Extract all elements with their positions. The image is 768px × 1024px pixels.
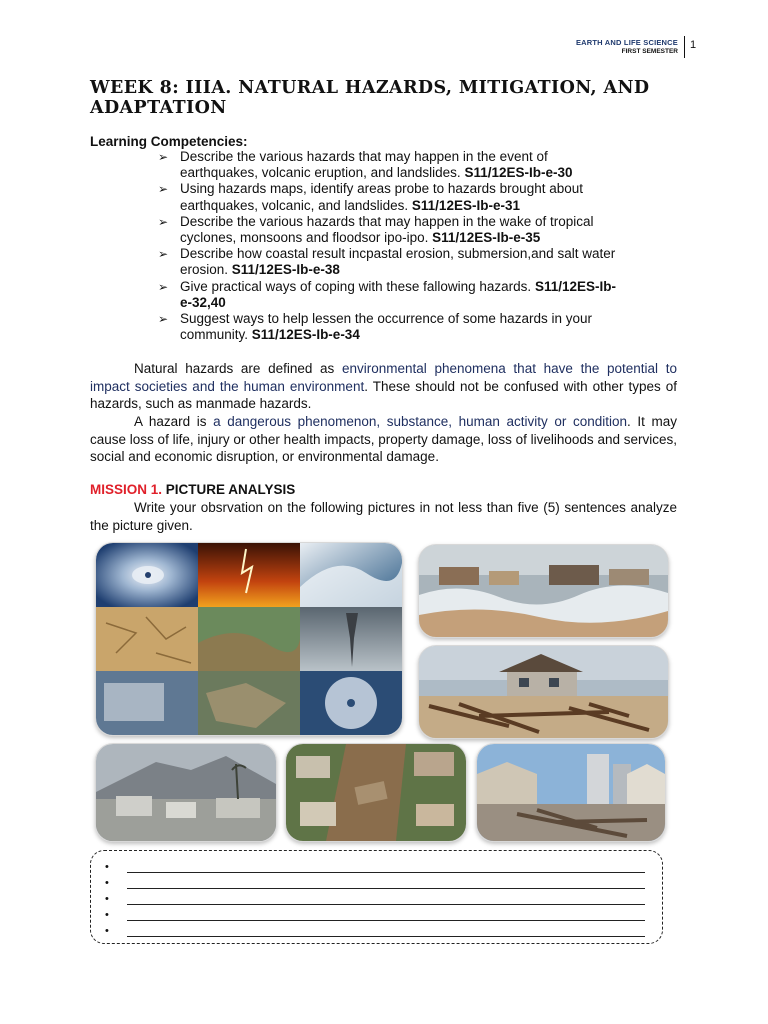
blank-rule bbox=[127, 936, 645, 937]
bullet-icon: • bbox=[105, 861, 109, 873]
mission-title: PICTURE ANALYSIS bbox=[162, 482, 296, 497]
bullet-icon: • bbox=[105, 877, 109, 889]
competency-item: ➢ Suggest ways to help lessen the occurrence of some hazards in your community. S11/12ES-Ib-e-34 bbox=[158, 311, 592, 343]
coastal-storm-surge-image bbox=[418, 544, 669, 638]
learning-competencies-heading: Learning Competencies: bbox=[90, 134, 248, 149]
arrow-bullet-icon: ➢ bbox=[158, 279, 169, 294]
definition-highlight: environmental phenomena that have the potential to impact societies and the human environment bbox=[90, 361, 677, 394]
volcano-graphic bbox=[96, 744, 276, 841]
competency-code: S11/12ES-Ib-e-31 bbox=[411, 197, 520, 213]
damaged-house-graphic bbox=[419, 646, 668, 738]
blank-rule bbox=[127, 872, 645, 873]
answer-line[interactable] bbox=[105, 925, 645, 941]
hazard-paragraph: A hazard is a dangerous phenomenon, substance, human activity or condition. It may cause loss of life, injury or other health impacts, property damage, loss of livelihoods and services, social and economic disruption, or environmental damage. bbox=[90, 414, 677, 464]
bullet-icon: • bbox=[105, 925, 109, 937]
title-line-1: WEEK 8: IIIA. NATURAL HAZARDS, MITIGATION, AND bbox=[90, 78, 650, 98]
arrow-bullet-icon: ➢ bbox=[158, 247, 169, 262]
earthquake-rubble-image bbox=[476, 743, 666, 842]
mission-heading bbox=[90, 482, 295, 497]
landslide-neighborhood-image bbox=[285, 743, 467, 842]
blank-rule bbox=[127, 920, 645, 921]
answer-line[interactable] bbox=[105, 861, 645, 877]
storm-surge-graphic bbox=[419, 545, 668, 637]
volcano-ash-town-image bbox=[95, 743, 277, 842]
mission-label: MISSION 1. bbox=[90, 482, 163, 497]
arrow-bullet-icon: ➢ bbox=[158, 182, 169, 197]
answer-line[interactable] bbox=[105, 909, 645, 925]
competency-code: S11/12ES-Ib-e-38 bbox=[231, 262, 340, 278]
course-title: EARTH AND LIFE SCIENCE bbox=[575, 38, 678, 47]
title-line-2: ADAPTATION bbox=[90, 98, 227, 118]
bullet-icon: • bbox=[105, 893, 109, 905]
arrow-bullet-icon: ➢ bbox=[158, 150, 169, 164]
competency-item: ➢ Describe the various hazards that may happen in the wake of tropical cyclones, monsoons and floodsor ipo-ipo. S11/12ES-Ib-e-35 bbox=[158, 213, 594, 246]
mission-instruction: Write your obsrvation on the following pictures in not less than five (5) sentences analyze the picture given. bbox=[90, 500, 677, 533]
landslide-graphic bbox=[286, 744, 466, 841]
bullet-icon: • bbox=[105, 909, 109, 921]
competency-code: S11/12ES-Ib-e-35 bbox=[432, 230, 541, 246]
answer-line[interactable] bbox=[105, 893, 645, 909]
competency-code: S11/12ES-Ib- bbox=[534, 278, 616, 294]
rubble-graphic bbox=[477, 744, 665, 841]
damaged-house-beach-image bbox=[418, 645, 669, 739]
collage-graphic bbox=[96, 543, 402, 735]
hazard-collage-image bbox=[95, 542, 403, 736]
definition-paragraph: Natural hazards are defined as environmental phenomena that have the potential to impact societies and the human environment. These should not be confused with other types of hazards, such as manmade hazards. bbox=[90, 361, 677, 411]
header-divider bbox=[684, 36, 685, 58]
arrow-bullet-icon: ➢ bbox=[158, 214, 169, 229]
competency-item: ➢ Using hazards maps, identify areas probe to hazards brought about earthquakes, volcanic, and landslides. S11/12ES-Ib-e-31 bbox=[158, 181, 583, 213]
competency-code: S11/12ES-Ib-e-30 bbox=[464, 165, 573, 181]
answer-box bbox=[90, 850, 663, 944]
page-title bbox=[90, 78, 690, 118]
competency-item: ➢ Describe the various hazards that may happen in the event of earthquakes, volcanic eruption, and landslides. S11/12ES-Ib-e-30 bbox=[158, 149, 573, 181]
semester-label: FIRST SEMESTER bbox=[621, 48, 678, 55]
blank-rule bbox=[127, 904, 645, 905]
competency-code: S11/12ES-Ib-e-34 bbox=[251, 327, 360, 343]
page-number: 1 bbox=[690, 39, 697, 51]
competency-item: ➢ Describe how coastal result incpastal erosion, submersion,and salt water erosion. S11/12ES-Ib-e-38 bbox=[158, 246, 616, 278]
answer-line[interactable] bbox=[105, 877, 645, 893]
competency-list bbox=[158, 149, 678, 343]
hazard-highlight: a dangerous phenomenon, substance, human activity or condition bbox=[213, 414, 628, 429]
competency-item: ➢ Give practical ways of coping with these fallowing hazards. S11/12ES-Ib- e-32,40 bbox=[158, 278, 616, 310]
arrow-bullet-icon: ➢ bbox=[158, 312, 169, 327]
blank-rule bbox=[127, 888, 645, 889]
competency-code-continued: e-32,40 bbox=[180, 294, 226, 310]
